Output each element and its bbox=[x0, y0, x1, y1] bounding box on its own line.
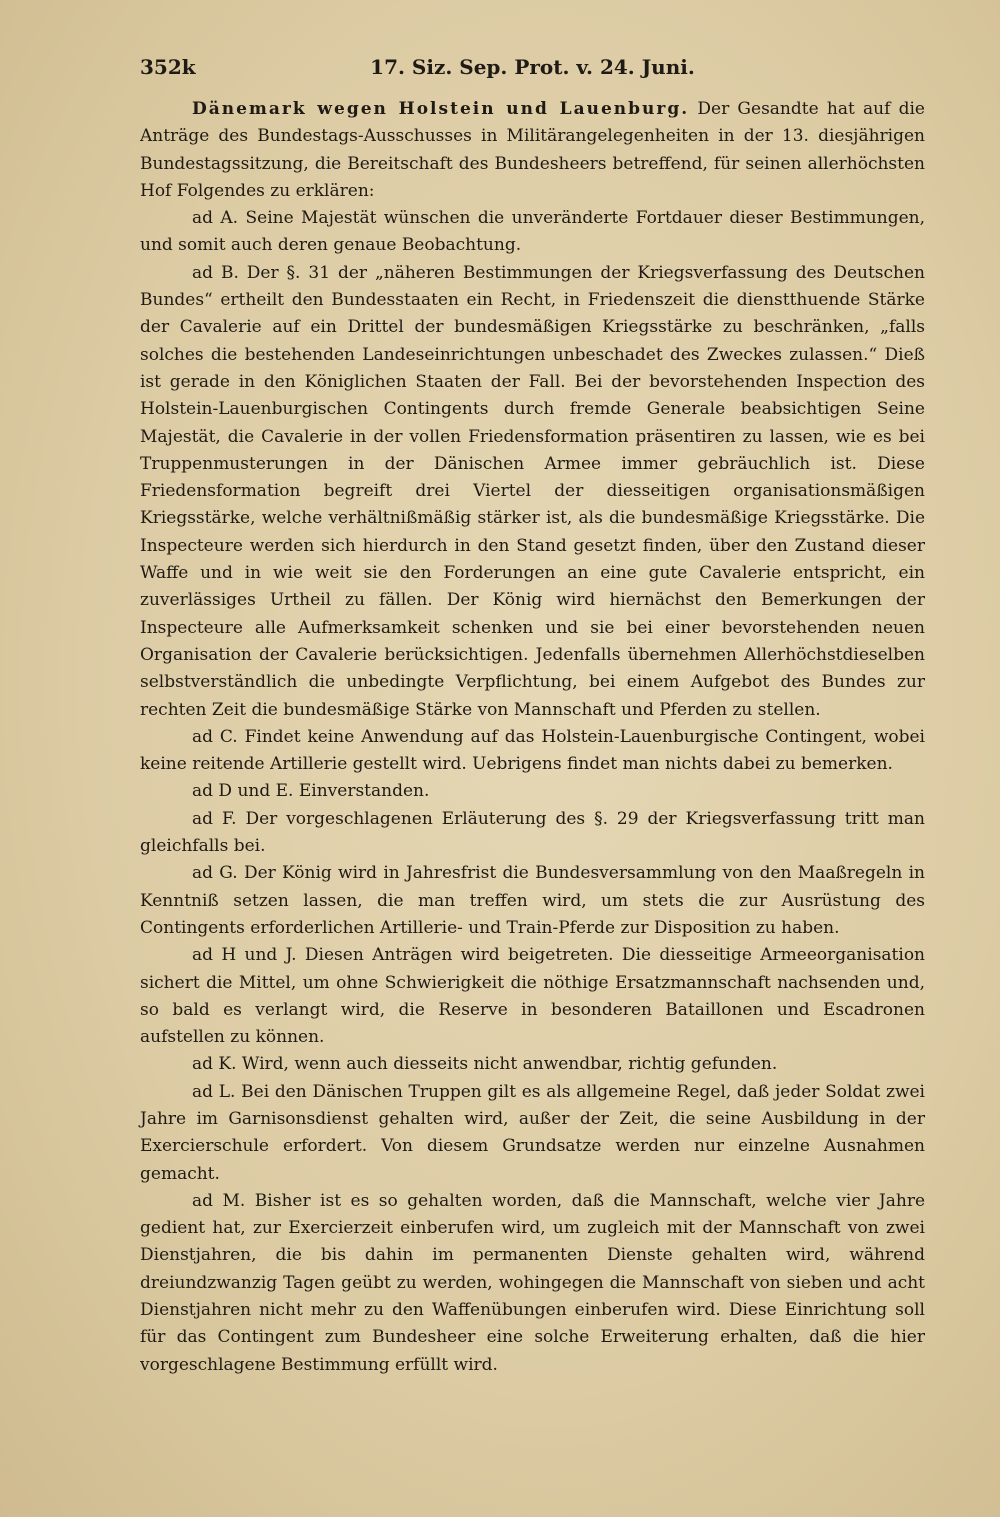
item-l-paragraph bbox=[140, 1079, 925, 1188]
item-h-j-label: ad H und J. bbox=[192, 945, 297, 966]
item-f-paragraph bbox=[140, 806, 925, 861]
item-l-text: Bei den Dänischen Truppen gilt es als allgemeine Regel, daß jeder Soldat zwei Jahre im Garnisonsdienst gehalten wird, außer der Zeit, die seine Ausbildung in der Exercierschule erfordert. Von diesem Grundsatze werden nur einzelne Ausnahmen gemacht. bbox=[140, 1081, 925, 1184]
intro-heading: Dänemark wegen Holstein und Lauenburg. bbox=[192, 99, 690, 119]
item-c-paragraph bbox=[140, 724, 925, 779]
item-f-text: Der vorgeschlagenen Erläuterung des §. 29 der Kriegsverfassung tritt man gleichfalls bei. bbox=[140, 808, 925, 857]
item-d-e-text: Einverstanden. bbox=[293, 781, 430, 802]
item-k-text: Wird, wenn auch diesseits nicht anwendbar, richtig gefunden. bbox=[236, 1054, 778, 1075]
running-title: 17. Siz. Sep. Prot. v. 24. Juni. bbox=[370, 55, 695, 79]
item-c-label: ad C. bbox=[192, 726, 238, 747]
item-g-label: ad G. bbox=[192, 863, 238, 884]
item-k-label: ad K. bbox=[192, 1054, 237, 1075]
item-m-text: Bisher ist es so gehalten worden, daß die Mannschaft, welche vier Jahre gedient hat, zur Exercierzeit einberufen wird, um zugleich mit der Mannschaft von zwei Dienstjahren, die bis dahin im permanenten Dienste gehalten wird, während dreiundzwanzig Tagen geübt zu werden, wohingegen die Mannschaft von sieben und acht Dienstjahren nicht mehr zu den Waffenübungen einberufen wird. Diese Einrichtung soll für das Contingent zum Bundesheer eine solche Erweiterung erhalten, daß die hier vorgeschlagene Bestimmung erfüllt wird. bbox=[140, 1190, 926, 1375]
item-h-j-paragraph bbox=[140, 942, 925, 1051]
item-g-text: Der König wird in Jahresfrist die Bundesversammlung von den Maaßregeln in Kenntniß setzen lassen, die man treffen wird, um stets die zur Ausrüstung des Contingents erforderlichen Artillerie- und Train-Pferde zur Disposition zu haben. bbox=[140, 863, 925, 938]
item-k-paragraph bbox=[140, 1051, 925, 1078]
item-m-label: ad M. bbox=[192, 1190, 246, 1211]
item-b-label: ad B. bbox=[192, 262, 239, 283]
intro-paragraph bbox=[140, 96, 925, 205]
item-c-text: Findet keine Anwendung auf das Holstein-Lauenburgische Contingent, wobei keine reitende Artillerie gestellt wird. Uebrigens findet man nichts dabei zu bemerken. bbox=[140, 726, 925, 775]
item-h-j-text: Diesen Anträgen wird beigetreten. Die diesseitige Armeeorganisation sichert die Mittel, um ohne Schwierigkeit die nöthige Ersatzmannschaft nachsenden und, so bald es verlangt wird, die Reserve in besonderen Bataillonen und Escadronen aufstellen zu können. bbox=[140, 945, 926, 1048]
item-a-paragraph bbox=[140, 205, 925, 260]
item-f-label: ad F. bbox=[192, 808, 237, 829]
item-a-text: Seine Majestät wünschen die unveränderte Fortdauer dieser Bestimmungen, und somit auch deren genaue Beobachtung. bbox=[140, 208, 925, 256]
item-g-paragraph bbox=[140, 860, 925, 942]
item-d-e-paragraph bbox=[140, 778, 925, 805]
page-number: 352k bbox=[140, 55, 196, 79]
item-d-e-label: ad D und E. bbox=[192, 781, 294, 802]
item-l-label: ad L. bbox=[192, 1081, 236, 1102]
item-b-text: Der §. 31 der „näheren Bestimmungen der Kriegsverfassung des Deutschen Bundes“ ertheilt den Bundesstaaten ein Recht, in Friedenszeit die dienstthuende Stärke der Cavalerie auf ein Drittel der bundesmäßigen Kriegsstärke zu beschränken, „falls solches die bestehenden Landeseinrichtungen unbeschadet des Zweckes zulassen.“ Dieß ist gerade in den Königlichen Staaten der Fall. Bei der bevorstehenden Inspection des Holstein-Lauenburgischen Contingents durch fremde Generale beabsichtigen Seine Majestät, die Cavalerie in der vollen Friedensformation präsentiren zu lassen, wie es bei Truppenmusterungen in der Dänischen Armee immer gebräuchlich ist. Diese Friedensformation begreift drei Viertel der diesseitigen organisationsmäßigen Kriegsstärke, welche verhältnißmäßig stärker ist, als die bundesmäßige Kriegsstärke. Die Inspecteure werden sich hierdurch in den Stand gesetzt finden, über den Zustand dieser Waffe und in wie weit sie den Forderungen an eine gute Cavalerie entspricht, ein zuverlässiges Urtheil zu fällen. Der König wird hiernächst den Bemerkungen der Inspecteure alle Aufmerksamkeit schenken und sie bei einer bevorstehenden neuen Organisation der Cavalerie berücksichtigen. Jedenfalls übernehmen Allerhöchstdieselben selbstverständlich die unbedingte Verpflichtung, bei einem Aufgebot des Bundes zur rechten Zeit die bundesmäßige Stärke von Mannschaft und Pferden zu stellen. bbox=[140, 262, 926, 720]
intro-text: Der Gesandte hat auf die Anträge des Bundestags-Ausschusses in Militärangelegenheiten in der 13. diesjährigen Bundestagssitzung, die Bereitschaft des Bundesheers betreffend, für seinen allerhöchsten Hof Folgendes zu erklären: bbox=[140, 99, 925, 201]
item-m-paragraph bbox=[140, 1188, 925, 1379]
item-b-paragraph bbox=[140, 260, 925, 724]
item-a-label: ad A. bbox=[192, 208, 239, 229]
body-text bbox=[140, 96, 925, 1379]
page-header bbox=[140, 55, 925, 85]
